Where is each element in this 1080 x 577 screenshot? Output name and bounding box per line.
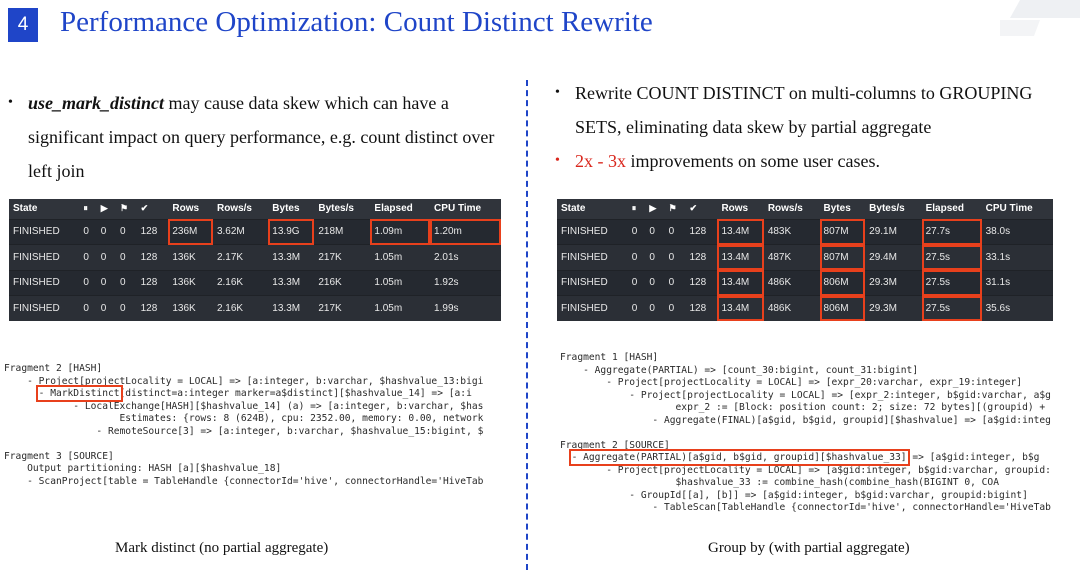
table-cell: 483K [764,219,820,245]
table-cell: 13.4M [717,270,763,296]
table-cell: 2.16K [213,296,268,322]
table-cell: 0 [97,296,116,322]
table-cell: 2.17K [213,245,268,271]
table-cell: 806M [820,296,866,322]
column-header: CPU Time [982,199,1053,219]
column-header: Bytes/s [865,199,921,219]
column-header: Elapsed [922,199,982,219]
plan-line: - Aggregate(FINAL)[a$gid, b$gid, groupid][$hashvalue] => [a$gid:integ [560,414,1051,426]
table-cell: 27.5s [922,245,982,271]
left-bullets [8,86,513,188]
table-cell: 13.4M [717,219,763,245]
left-stats-table [9,199,501,321]
table-cell: 217K [314,245,370,271]
right-bullet-2 [555,144,1080,178]
table-cell: 33.1s [982,245,1053,271]
table-cell: FINISHED [9,296,79,322]
table-cell: 13.3M [268,245,314,271]
table-row [9,219,501,245]
right-bullets [555,76,1080,178]
plan-line: - TableScan[TableHandle {connectorId='hive', connectorHandle='HiveTab [560,502,1051,513]
bullet-emphasis: use_mark_distinct [28,93,165,113]
column-header: State [9,199,79,219]
plan-line: Estimates: {rows: 8 (624B), cpu: 2352.00, memory: 0.00, network [4,413,484,424]
table-cell: 0 [97,245,116,271]
table-cell: FINISHED [557,296,628,322]
left-query-plan [4,363,504,503]
column-header: Rows [717,199,763,219]
play-icon: ▶ [97,199,116,219]
table-cell: 806M [820,270,866,296]
table-row [557,245,1053,271]
slide-number: 4 [8,8,38,42]
table-cell: 29.3M [865,270,921,296]
plan-line: Output partitioning: HASH [a][$hashvalue_18] [4,463,282,474]
table-cell: 0 [665,219,686,245]
left-bullet-1 [8,86,513,188]
table-cell: 38.0s [982,219,1053,245]
table-header-row [9,199,501,219]
table-cell: 486K [764,270,820,296]
table-cell: 27.5s [922,296,982,322]
table-cell: 13.3M [268,296,314,322]
plan-line: - RemoteSource[3] => [a:integer, b:varchar, $hashvalue_15:bigint, $ [4,425,484,437]
table-cell: FINISHED [9,245,79,271]
table-cell: 486K [764,296,820,322]
table-cell: 1.99s [430,296,501,322]
check-icon: ✔ [685,199,717,219]
check-icon: ✔ [137,199,169,219]
plan-line: - Aggregate(PARTIAL) => [count_30:bigint, count_31:bigint] [560,364,919,376]
right-query-plan [560,352,1080,517]
bullet-dot-icon: • [8,95,13,110]
mark-distinct-highlight: - MarkDistinct [38,388,120,399]
right-caption: Group by (with partial aggregate) [708,540,910,556]
table-cell: 0 [645,296,664,322]
table-cell: 217K [314,296,370,322]
column-header: Rows/s [213,199,268,219]
table-cell: FINISHED [557,219,628,245]
table-cell: 1.09m [370,219,430,245]
column-header: State [557,199,628,219]
table-cell: 128 [685,219,717,245]
table-cell: 13.4M [717,245,763,271]
plan-line: - Project[projectLocality = LOCAL] => [expr_20:varchar, expr_19:integer] [560,377,1023,388]
table-cell: 0 [665,296,686,322]
table-cell: 31.1s [982,270,1053,296]
table-cell: 0 [79,219,96,245]
plan-line: Fragment 1 [HASH] [560,352,659,363]
pause-icon: ⏸ [79,199,96,219]
plan-line: Fragment 3 [SOURCE] [4,450,114,462]
pause-icon: ⏸ [628,199,646,219]
bullet-text: may cause data skew which can have a significant impact on query performance, e.g. count distinct over left join [28,93,495,181]
right-stats-table [557,199,1053,321]
table-cell: 0 [116,219,137,245]
table-cell: 0 [116,296,137,322]
table-cell: 35.6s [982,296,1053,322]
plan-line: expr_2 := [Block: position count: 2; size: 72 bytes][(groupid) + [560,402,1046,413]
table-cell: 13.3M [268,270,314,296]
table-cell: 1.05m [370,296,430,322]
table-cell: 1.05m [370,245,430,271]
table-cell: 0 [628,245,646,271]
plan-line: - Project[projectLocality = LOCAL] => [a$gid:integer, b$gid:varchar, groupid: [560,464,1051,476]
table-row [9,270,501,296]
plan-line: - Project[projectLocality = LOCAL] => [a:integer, b:varchar, $hashvalue_13:bigi [4,375,484,387]
plan-line: - GroupId[[a], [b]] => [a$gid:integer, b$gid:varchar, groupid:bigint] [560,489,1028,501]
table-cell: 0 [79,296,96,322]
table-cell: 0 [628,296,646,322]
table-cell: 216K [314,270,370,296]
column-header: Rows [168,199,213,219]
table-row [9,296,501,322]
table-cell: 2.01s [430,245,501,271]
table-cell: 13.9G [268,219,314,245]
table-row [557,219,1053,245]
table-cell: FINISHED [557,270,628,296]
table-cell: 128 [137,219,169,245]
table-cell: 128 [685,296,717,322]
table-cell: 0 [116,270,137,296]
table-cell: 0 [665,245,686,271]
column-header: CPU Time [430,199,501,219]
table-cell: 2.16K [213,270,268,296]
table-cell: 807M [820,219,866,245]
plan-line [560,452,572,463]
bookmark-icon: ⚑ [665,199,686,219]
table-cell: 1.20m [430,219,501,245]
plan-line: [distinct=a:integer marker=a$distinct][$hashvalue_14] => [a:i [119,388,472,399]
plan-line: - ScanProject[table = TableHandle {connectorId='hive', connectorHandle='HiveTab [4,475,484,487]
table-cell: 136K [168,245,213,271]
table-cell: 0 [645,245,664,271]
table-cell: 0 [645,270,664,296]
table-cell: 29.1M [865,219,921,245]
table-cell: 236M [168,219,213,245]
plan-line: - LocalExchange[HASH][$hashvalue_14] (a) => [a:integer, b:varchar, $has [4,400,484,412]
table-cell: FINISHED [9,219,79,245]
table-cell: 27.5s [922,270,982,296]
table-row [557,270,1053,296]
table-cell: 13.4M [717,296,763,322]
table-cell: 0 [116,245,137,271]
bullet-text: improvements on some user cases. [626,151,880,171]
table-cell: 128 [137,245,169,271]
table-cell: 128 [137,296,169,322]
table-cell: 136K [168,270,213,296]
table-cell: 136K [168,296,213,322]
bullet-text: Rewrite COUNT DISTINCT on multi-columns to GROUPING SETS, eliminating data skew by partial aggregate [575,83,1033,137]
table-cell: 487K [764,245,820,271]
table-cell: 0 [79,270,96,296]
slide-title: Performance Optimization: Count Distinct Rewrite [60,6,653,38]
table-cell: 807M [820,245,866,271]
table-cell: 0 [665,270,686,296]
table-cell: 1.92s [430,270,501,296]
corner-decoration [1000,0,1080,36]
table-cell: 0 [628,270,646,296]
plan-line: - Project[projectLocality = LOCAL] => [expr_2:integer, b$gid:varchar, a$g [560,389,1051,401]
column-header: Bytes/s [314,199,370,219]
table-header-row [557,199,1053,219]
right-bullet-1 [555,76,1080,144]
table-cell: 128 [137,270,169,296]
table-cell: 1.05m [370,270,430,296]
bullet-dot-icon: • [555,85,560,100]
table-cell: FINISHED [557,245,628,271]
table-cell: 128 [685,270,717,296]
table-cell: 218M [314,219,370,245]
table-cell: 29.4M [865,245,921,271]
table-cell: 27.7s [922,219,982,245]
table-cell: 0 [645,219,664,245]
column-header: Rows/s [764,199,820,219]
partial-aggregate-highlight: - Aggregate(PARTIAL)[a$gid, b$gid, groupid][$hashvalue_33] [571,452,907,463]
table-cell: 0 [79,245,96,271]
bullet-dot-icon: • [555,153,560,168]
table-row [9,245,501,271]
table-cell: FINISHED [9,270,79,296]
column-header: Elapsed [370,199,430,219]
table-row [557,296,1053,322]
table-cell: 0 [628,219,646,245]
column-header: Bytes [268,199,314,219]
plan-line: Fragment 2 [HASH] [4,363,103,374]
table-cell: 29.3M [865,296,921,322]
table-cell: 0 [97,270,116,296]
plan-line: => [a$gid:integer, b$g [906,452,1040,463]
column-divider [526,80,528,570]
table-cell: 0 [97,219,116,245]
bookmark-icon: ⚑ [116,199,137,219]
plan-line: Fragment 2 [SOURCE] [560,439,670,451]
play-icon: ▶ [645,199,664,219]
table-cell: 128 [685,245,717,271]
bullet-red-text: 2x - 3x [575,151,626,171]
table-cell: 3.62M [213,219,268,245]
column-header: Bytes [820,199,866,219]
plan-line: $hashvalue_33 := combine_hash(combine_hash(BIGINT 0, COA [560,477,999,488]
plan-line [4,388,39,399]
left-caption: Mark distinct (no partial aggregate) [115,540,329,556]
